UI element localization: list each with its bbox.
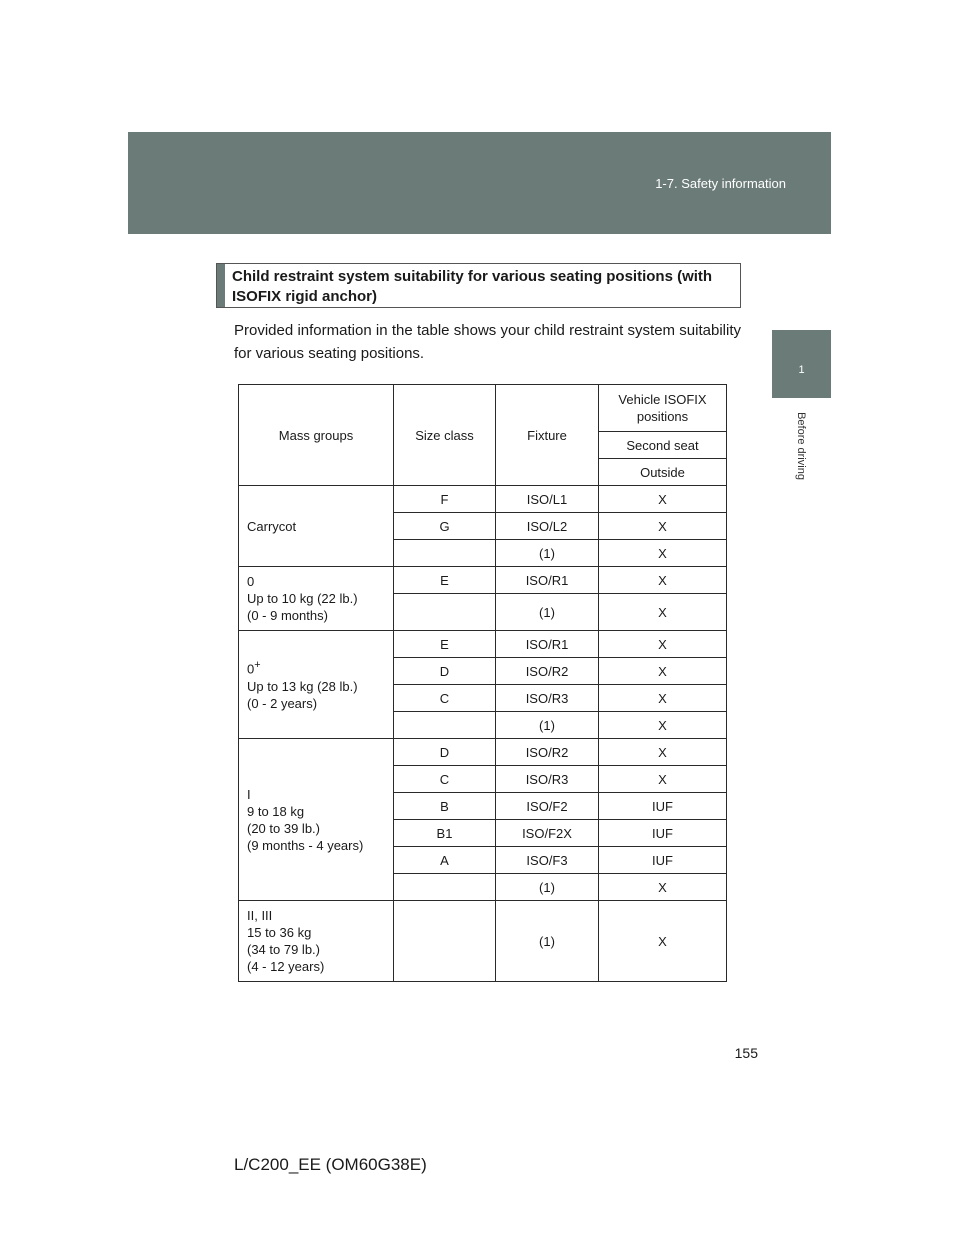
size-class-cell	[394, 901, 496, 982]
second-seat-outside-cell: X	[599, 594, 727, 631]
fixture-cell: ISO/R2	[496, 658, 599, 685]
mass-group-text: (0 - 9 months)	[247, 608, 328, 623]
header-size-class: Size class	[394, 385, 496, 486]
size-class-cell: D	[394, 658, 496, 685]
section-heading-bar	[217, 264, 225, 307]
mass-group-line	[247, 803, 389, 820]
fixture-cell: ISO/F2	[496, 793, 599, 820]
fixture-cell: (1)	[496, 594, 599, 631]
mass-group-line	[247, 678, 389, 695]
mass-group-line	[247, 924, 389, 941]
mass-group-line	[247, 590, 389, 607]
header-outside: Outside	[599, 459, 727, 486]
suitability-table-body	[239, 385, 727, 982]
mass-group-text: II, III	[247, 908, 273, 923]
second-seat-outside-cell: X	[599, 901, 727, 982]
mass-group-text: (4 - 12 years)	[247, 959, 325, 974]
second-seat-outside-cell: X	[599, 658, 727, 685]
second-seat-outside-cell: X	[599, 486, 727, 513]
size-class-cell: F	[394, 486, 496, 513]
header-section-title: 1-7. Safety information	[655, 176, 786, 191]
second-seat-outside-cell: IUF	[599, 793, 727, 820]
second-seat-outside-cell: X	[599, 631, 727, 658]
mass-group-line	[247, 820, 389, 837]
mass-group-text: 0	[247, 574, 255, 589]
mass-group-line	[247, 607, 389, 624]
mass-group-line	[247, 837, 389, 854]
mass-group-line	[247, 941, 389, 958]
header-fixture: Fixture	[496, 385, 599, 486]
size-class-cell: D	[394, 739, 496, 766]
section-heading-box	[216, 263, 741, 308]
fixture-cell: ISO/R3	[496, 685, 599, 712]
mass-group-cell	[239, 567, 394, 631]
fixture-cell: (1)	[496, 712, 599, 739]
mass-group-line	[247, 786, 389, 803]
mass-group-text: (9 months - 4 years)	[247, 837, 364, 853]
mass-group-text: (20 to 39 lb.)	[247, 820, 320, 836]
second-seat-outside-cell: IUF	[599, 820, 727, 847]
table-row	[239, 901, 727, 982]
mass-group-line	[247, 657, 389, 677]
mass-group-line	[247, 573, 389, 590]
mass-group-text: 9 to 18 kg	[247, 803, 305, 819]
fixture-cell: ISO/R3	[496, 766, 599, 793]
header-vehicle-isofix: Vehicle ISOFIX positions	[599, 385, 727, 432]
footer-code: L/C200_EE (OM60G38E)	[234, 1155, 427, 1174]
intro-paragraph: Provided information in the table shows your child restraint system suitability for various seating positions.	[234, 322, 741, 362]
mass-group-superscript: +	[254, 659, 261, 672]
chapter-title: Before driving	[795, 412, 807, 480]
fixture-cell: (1)	[496, 874, 599, 901]
fixture-cell: ISO/F2X	[496, 820, 599, 847]
chapter-tab	[772, 330, 831, 398]
size-class-cell	[394, 712, 496, 739]
suitability-table	[238, 384, 727, 982]
second-seat-outside-cell: IUF	[599, 847, 727, 874]
second-seat-outside-cell: X	[599, 739, 727, 766]
size-class-cell: A	[394, 847, 496, 874]
size-class-cell: E	[394, 631, 496, 658]
second-seat-outside-cell: X	[599, 513, 727, 540]
mass-group-cell	[239, 739, 394, 901]
size-class-cell	[394, 874, 496, 901]
fixture-cell: ISO/R1	[496, 631, 599, 658]
mass-group-text: (34 to 79 lb.)	[247, 942, 320, 957]
fixture-cell: ISO/L1	[496, 486, 599, 513]
table-row	[239, 486, 727, 513]
mass-group-line	[247, 518, 389, 535]
mass-group-text: Carrycot	[247, 518, 297, 534]
mass-group-cell	[239, 486, 394, 567]
table-row	[239, 631, 727, 658]
second-seat-outside-cell: X	[599, 766, 727, 793]
mass-group-cell	[239, 901, 394, 982]
second-seat-outside-cell: X	[599, 540, 727, 567]
size-class-cell	[394, 540, 496, 567]
fixture-cell: (1)	[496, 901, 599, 982]
table-row	[239, 567, 727, 594]
size-class-cell: G	[394, 513, 496, 540]
size-class-cell: C	[394, 685, 496, 712]
size-class-cell	[394, 594, 496, 631]
second-seat-outside-cell: X	[599, 685, 727, 712]
mass-group-text: Up to 10 kg (22 lb.)	[247, 591, 358, 606]
mass-group-text: I	[247, 786, 251, 802]
table-row	[239, 739, 727, 766]
second-seat-outside-cell: X	[599, 567, 727, 594]
header-second-seat: Second seat	[599, 432, 727, 459]
mass-group-line	[247, 907, 389, 924]
fixture-cell: ISO/R1	[496, 567, 599, 594]
table-header-row	[239, 385, 727, 432]
section-title: Child restraint system suitability for various seating positions (with ISOFIX rigid anchor)	[232, 268, 713, 305]
mass-group-text: 0	[247, 661, 255, 677]
mass-group-text: Up to 13 kg (28 lb.)	[247, 678, 358, 694]
size-class-cell: E	[394, 567, 496, 594]
fixture-cell: (1)	[496, 540, 599, 567]
fixture-cell: ISO/L2	[496, 513, 599, 540]
mass-group-line	[247, 695, 389, 712]
fixture-cell: ISO/R2	[496, 739, 599, 766]
second-seat-outside-cell: X	[599, 874, 727, 901]
size-class-cell: B	[394, 793, 496, 820]
mass-group-line	[247, 958, 389, 975]
mass-group-text: 15 to 36 kg	[247, 925, 312, 940]
chapter-number: 1	[798, 364, 805, 376]
second-seat-outside-cell: X	[599, 712, 727, 739]
mass-group-cell	[239, 631, 394, 739]
page-number: 155	[734, 1045, 758, 1061]
mass-group-text: (0 - 2 years)	[247, 695, 318, 711]
size-class-cell: B1	[394, 820, 496, 847]
size-class-cell: C	[394, 766, 496, 793]
fixture-cell: ISO/F3	[496, 847, 599, 874]
header-mass-groups: Mass groups	[239, 385, 394, 486]
